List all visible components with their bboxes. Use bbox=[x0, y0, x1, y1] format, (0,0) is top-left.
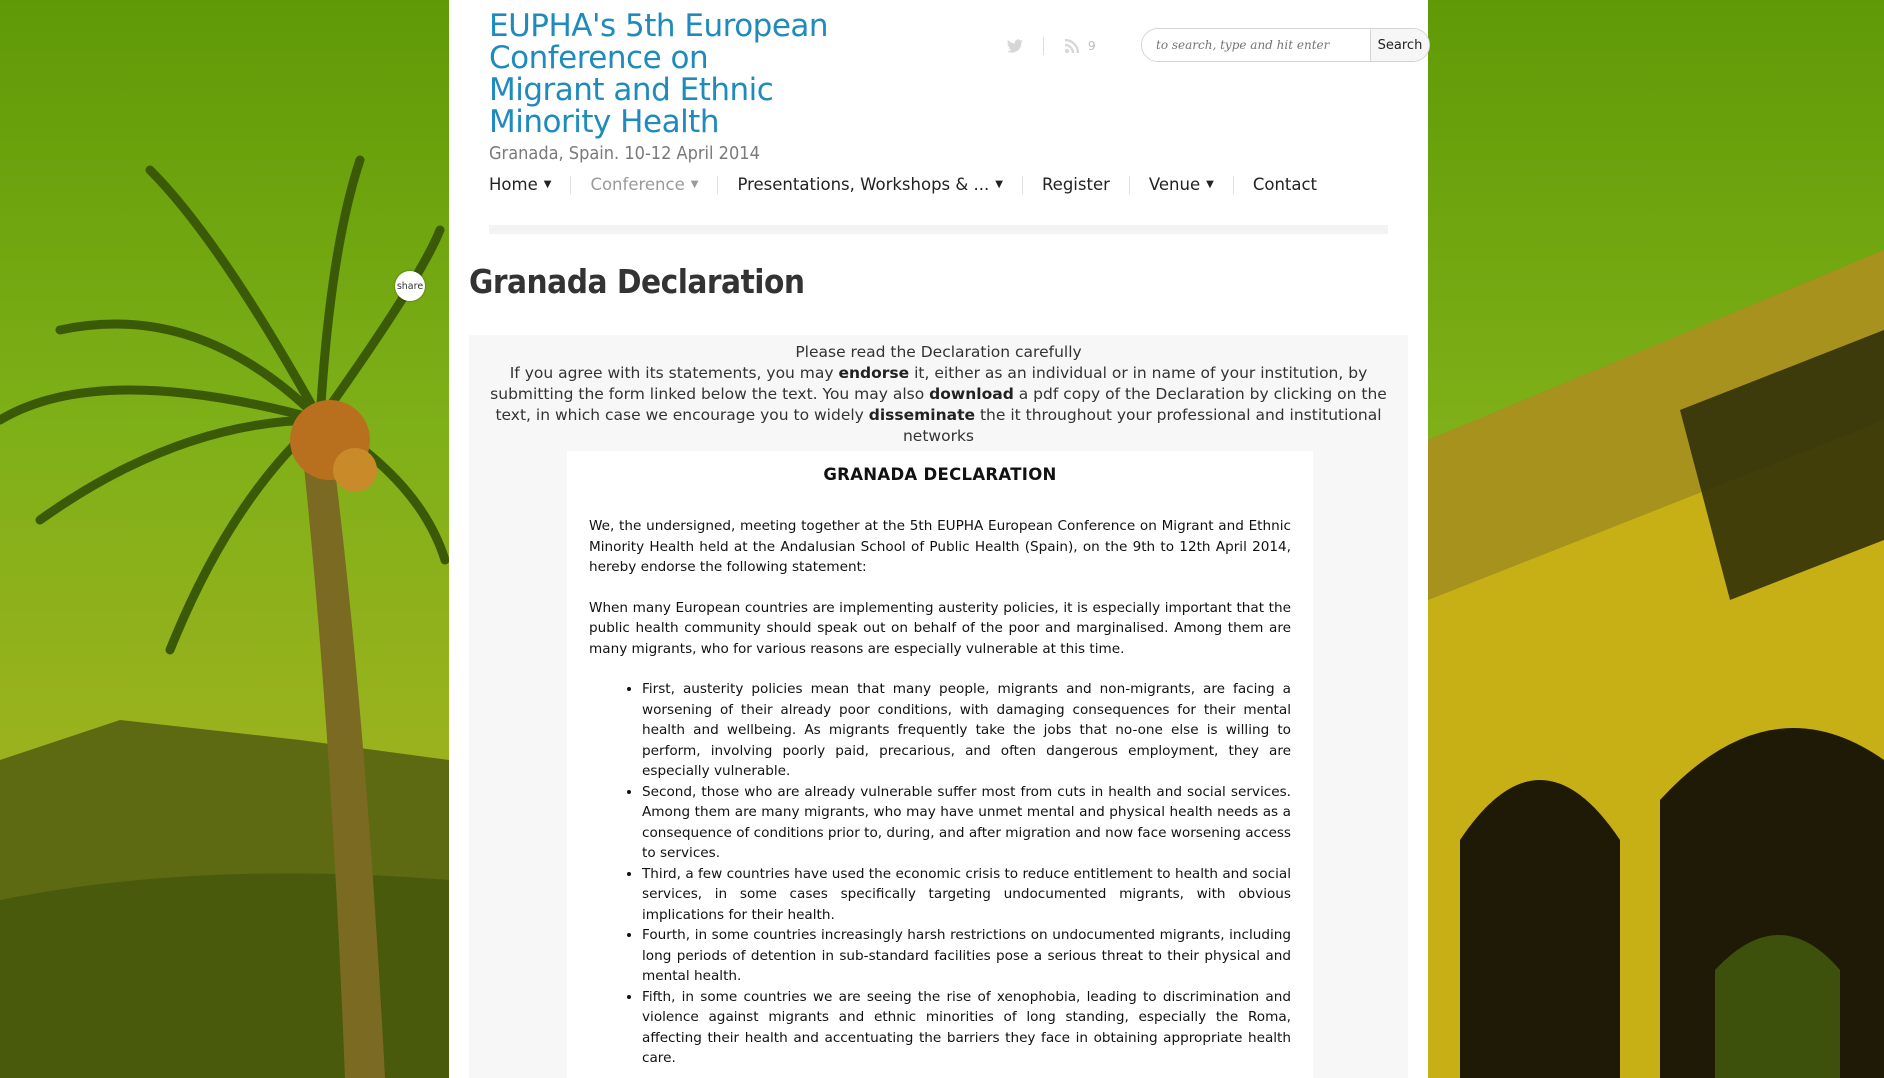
download-link[interactable]: download bbox=[929, 385, 1014, 403]
search-input[interactable] bbox=[1142, 29, 1370, 61]
caret-down-icon: ▼ bbox=[995, 179, 1003, 190]
search-form bbox=[1141, 28, 1430, 62]
declaration-paragraph: When many European countries are implementing austerity policies, it is especially important that the public health community should speak out on behalf of the poor and marginalised. Among them are many migrants, who for various reasons are especially vulnerable at this time. bbox=[589, 599, 1291, 657]
site-tagline: Granada, Spain. 10-12 April 2014 bbox=[489, 143, 760, 164]
caret-down-icon: ▼ bbox=[690, 179, 699, 190]
nav-item-home[interactable] bbox=[489, 175, 551, 194]
nav-label: Conference bbox=[590, 175, 685, 194]
intro-text bbox=[469, 335, 1408, 447]
social-links bbox=[1005, 36, 1096, 56]
content-area bbox=[469, 335, 1408, 1078]
declaration-paragraph: We, the undersigned, meeting together at the 5th EUPHA European Conference on Migrant and Ethnic Minority Health held at the Andalusian School of Public Health (Spain), on the 9th to 12th April 2014, hereby endorse the following statement: bbox=[589, 518, 1291, 575]
intro-paragraph bbox=[481, 363, 1396, 447]
nav-divider bbox=[1022, 176, 1023, 194]
nav-divider bbox=[1129, 176, 1130, 194]
nav-label: Register bbox=[1041, 175, 1110, 194]
rss-icon[interactable] bbox=[1062, 36, 1082, 56]
nav-divider bbox=[1233, 176, 1234, 194]
declaration-point: • Fourth, in some countries increasingly harsh restrictions on undocumented migrants, including long periods of detention in sub-standard facilities pose a serious threat to their physical and mental health. bbox=[642, 925, 1291, 987]
twitter-icon[interactable] bbox=[1005, 36, 1025, 56]
nav-label: Contact bbox=[1252, 175, 1318, 194]
page-title: Granada Declaration bbox=[469, 262, 805, 301]
search-button[interactable]: Search bbox=[1370, 29, 1429, 61]
declaration-point: • Third, a few countries have used the economic crisis to reduce entitlement to health and social services, in some cases specifically targeting undocumented migrants, with obvious implications for their health. bbox=[642, 864, 1291, 926]
nav-item-conference[interactable] bbox=[590, 175, 698, 194]
declaration-point: • First, austerity policies mean that many people, migrants and non-migrants, are facing a worsening of their already poor conditions, with damaging consequences for their mental health and wellbeing. As migrants frequently take the jobs that no-one else is willing to perform, involving poorly paid, precarious, and often dangerous employment, they are especially vulnerable. bbox=[642, 679, 1291, 782]
declaration-document[interactable] bbox=[567, 451, 1313, 1078]
site-title[interactable]: EUPHA's 5th European Conference on Migrant and Ethnic Minority Health bbox=[489, 8, 829, 140]
nav-item-contact[interactable] bbox=[1253, 175, 1317, 194]
endorse-link[interactable]: endorse bbox=[838, 364, 910, 382]
nav-item-register[interactable] bbox=[1042, 175, 1110, 194]
intro-text-part: the it throughout your professional and institutional networks bbox=[902, 406, 1382, 445]
intro-text-part: If you agree with its statements, you may bbox=[509, 364, 839, 382]
nav-item-presentations[interactable] bbox=[737, 175, 1003, 194]
declaration-point: • Fifth, in some countries we are seeing the rise of xenophobia, leading to discrimination and violence against migrants and ethnic minorities of long standing, especially the Roma, affecting their health and accentuating the barriers they face in obtaining appropriate health care. bbox=[642, 987, 1291, 1069]
nav-label: Presentations, Workshops & ... bbox=[737, 175, 990, 194]
nav-divider bbox=[717, 176, 718, 194]
site-header bbox=[469, 0, 1423, 210]
rss-count: 9 bbox=[1088, 39, 1096, 53]
nav-label: Venue bbox=[1148, 175, 1201, 194]
caret-down-icon: ▼ bbox=[543, 179, 552, 190]
declaration-point: • Second, those who are already vulnerable suffer most from cuts in health and social services. Among them are many migrants, who may have unmet mental and physical health needs as a consequence of conditions prior to, during, and after migration and now face worsening access to services. bbox=[642, 782, 1291, 864]
main-nav bbox=[489, 175, 1317, 194]
disseminate-text: disseminate bbox=[868, 406, 976, 424]
declaration-heading: GRANADA DECLARATION bbox=[823, 465, 1057, 484]
declaration-points bbox=[567, 679, 1313, 1069]
intro-text-part: it, either as an individual or in name of your institution, by submitting the form linked below the text. You may also bbox=[490, 364, 1368, 403]
nav-label: Home bbox=[489, 175, 538, 194]
share-button[interactable] bbox=[395, 271, 425, 301]
share-label: share bbox=[396, 280, 424, 292]
intro-line: Please read the Declaration carefully bbox=[795, 343, 1082, 361]
intro-text-part: a pdf copy of the Declaration by clicking on the text, in which case we encourage you to widely bbox=[495, 385, 1387, 424]
header-divider bbox=[489, 225, 1388, 234]
social-separator bbox=[1043, 37, 1044, 55]
main-column bbox=[449, 0, 1428, 1078]
caret-down-icon: ▼ bbox=[1206, 179, 1214, 190]
nav-item-venue[interactable] bbox=[1149, 175, 1214, 194]
nav-divider bbox=[570, 176, 571, 194]
